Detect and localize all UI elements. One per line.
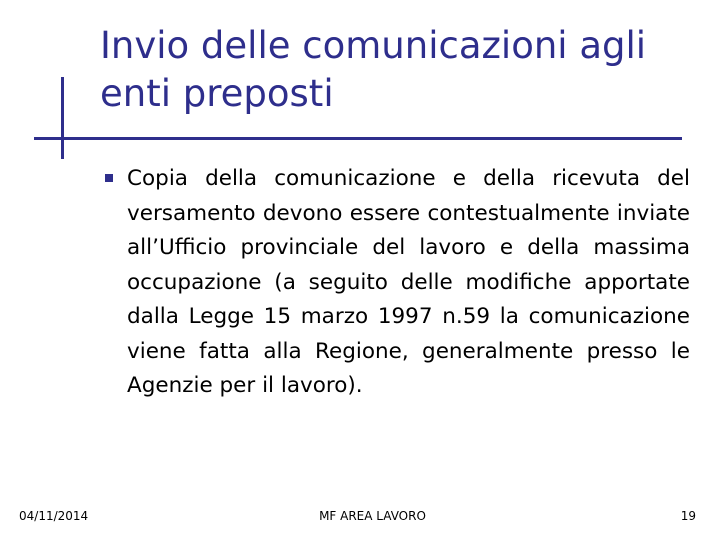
footer-date: 04/11/2014 — [19, 509, 89, 523]
title-divider-horizontal — [34, 137, 682, 140]
footer-center-text: MF AREA LAVORO — [319, 509, 426, 523]
page-number: 19 — [680, 509, 696, 523]
square-bullet-icon — [105, 174, 113, 182]
title-divider-vertical — [61, 77, 64, 159]
bullet-list — [100, 162, 690, 404]
slide-title: Invio delle comunicazioni agli enti preposti — [100, 24, 647, 115]
bullet-text: Copia della comunicazione e della ricevuta del versamento devono essere contestualmente inviate all’Ufficio provinciale del lavoro e della massima occupazione (a seguito delle modifiche apportate dalla Legge 15 marzo 1997 n.59 la comunicazione viene fatta alla Regione, generalmente presso le Agenzie per il lavoro). — [127, 166, 690, 398]
bullet-item — [100, 162, 690, 404]
